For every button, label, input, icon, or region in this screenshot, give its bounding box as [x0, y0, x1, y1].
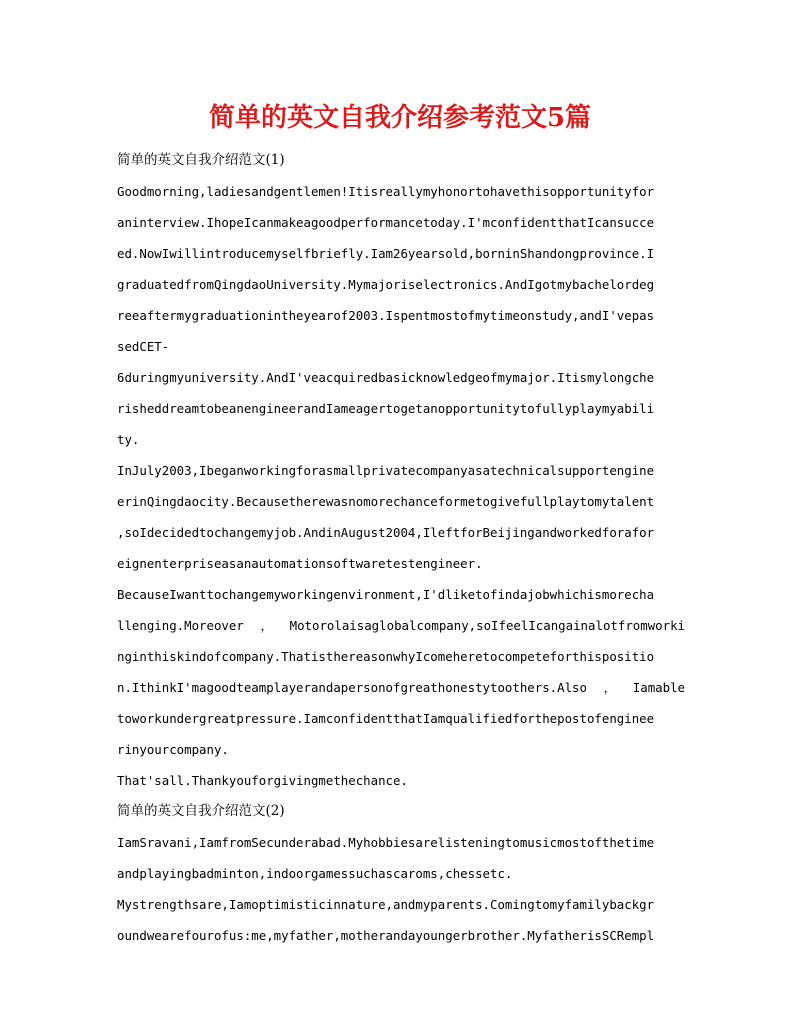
text-line: Mystrengthsare,Iamoptimisticinnature,andmyparents.Comingtomyfamilybackgr	[117, 897, 655, 912]
text-line: sedCET-	[117, 339, 170, 354]
text-line: graduatedfromQingdaoUniversity.Mymajoriselectronics.AndIgotmybachelordeg	[117, 277, 655, 292]
text-line: aninterview.IhopeIcanmakeagoodperformancetoday.I'mconfidentthatIcansucce	[117, 215, 655, 230]
text-line: erinQingdaocity.Becausetherewasnomorechanceformetogivefullplaytomytalent	[117, 494, 655, 509]
text-line: IamSravani,IamfromSecunderabad.Myhobbiesarelisteningtomusicmostofthetime	[117, 835, 655, 850]
section-heading: 简单的英文自我介绍范文(2)	[117, 803, 285, 819]
text-line: oundwearefourofus:me,myfather,motherandayoungerbrother.MyfatherisSCRempl	[117, 928, 655, 943]
text-line: ed.NowIwillintroducemyselfbriefly.Iam26yearsold,borninShandongprovince.I	[117, 246, 655, 261]
text-line: ty.	[117, 432, 140, 447]
document-body	[117, 145, 685, 951]
text-line: andplayingbadminton,indoorgamessuchascaroms,chessetc.	[117, 866, 513, 881]
text-line: 6duringmyuniversity.AndI'veacquiredbasicknowledgeofmymajor.Itismylongche	[117, 370, 655, 385]
text-line: llenging.Moreover，Motorolaisaglobalcompany,soIfeelIcangainalotfromworki	[117, 618, 685, 633]
text-line: That'sall.Thankyouforgivingmethechance.	[117, 773, 408, 788]
document-title: 简单的英文自我介绍参考范文5篇	[208, 103, 592, 133]
text-line: rinyourcompany.	[117, 742, 229, 757]
text-line: reeaftermygraduationintheyearof2003.Ispentmostofmytimeonstudy,andI'vepas	[117, 308, 655, 323]
text-line: eignenterpriseasanautomationsoftwaretestengineer.	[117, 556, 483, 571]
text-line: nginthiskindofcompany.ThatisthereasonwhyIcomeheretocompeteforthispositio	[117, 649, 655, 664]
text-line: Goodmorning,ladiesandgentlemen!Itisreallymyhonortohavethisopportunityfor	[117, 184, 655, 199]
text-line: n.IthinkI'magoodteamplayerandapersonofgreathonestytoothers.Also，Iamable	[117, 680, 685, 695]
text-line: ,soIdecidedtochangemyjob.AndinAugust2004,IleftforBeijingandworkedforafor	[117, 525, 655, 540]
text-line: toworkundergreatpressure.IamconfidentthatIamqualifiedforthepostofenginee	[117, 711, 655, 726]
section-heading: 简单的英文自我介绍范文(1)	[117, 152, 285, 168]
text-line: BecauseIwanttochangemyworkingenvironment,I'dliketofindajobwhichismorecha	[117, 587, 655, 602]
text-line: InJuly2003,Ibeganworkingforasmallprivatecompanyasatechnicalsupportengine	[117, 463, 655, 478]
text-line: risheddreamtobeanengineerandIameagertogetanopportunitytofullyplaymyabili	[117, 401, 655, 416]
